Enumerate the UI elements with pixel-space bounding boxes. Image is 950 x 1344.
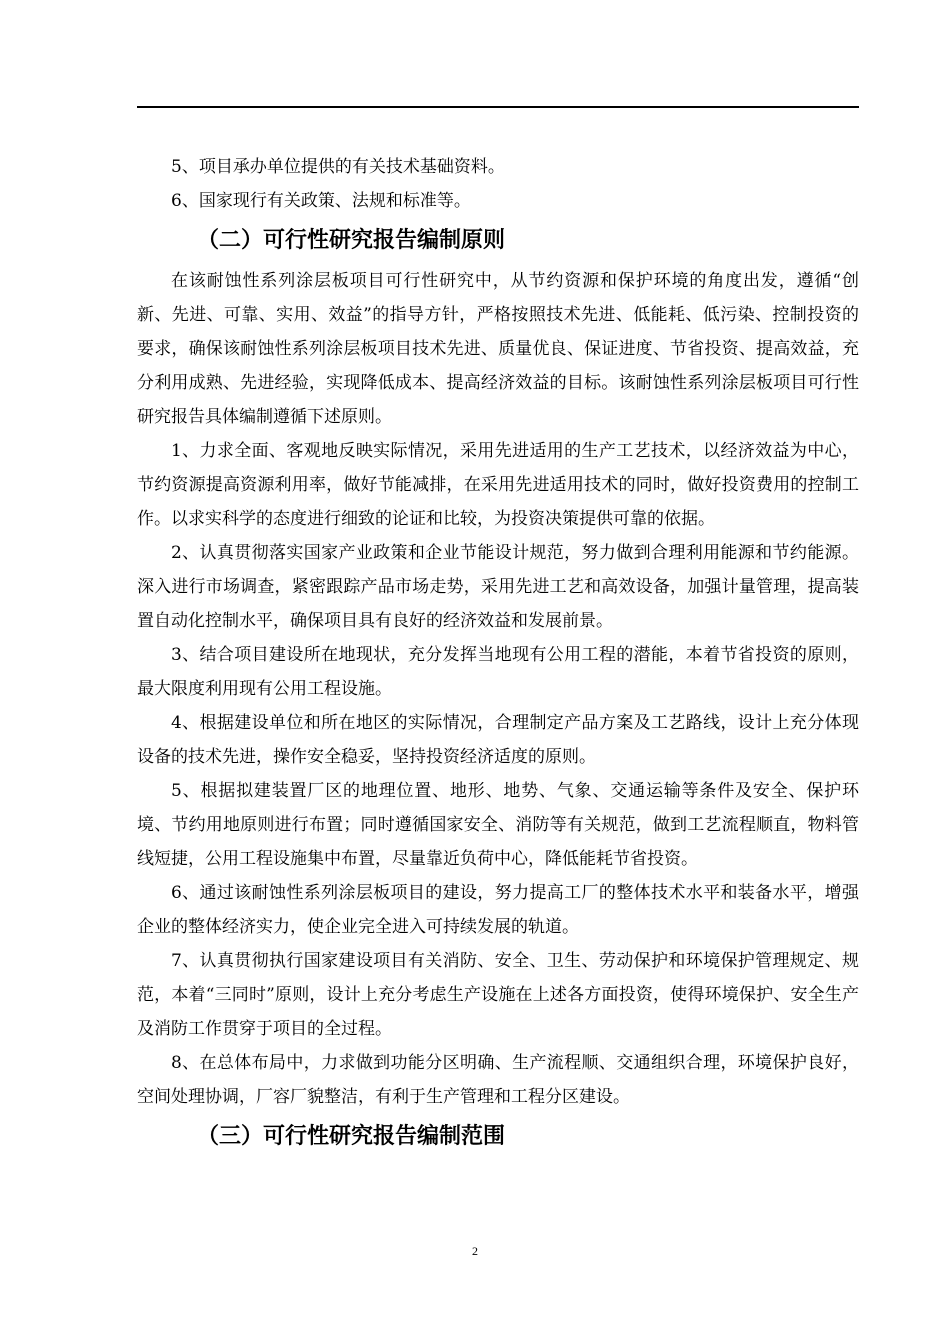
section-heading-scope: （三）可行性研究报告编制范围: [197, 1124, 506, 1149]
principle-1: 1、力求全面、客观地反映实际情况，采用先进适用的生产工艺技术，以经济效益为中心，节约资源提高资源利用率，做好节能减排，在采用先进适用技术的同时，做好投资费用的控制工作。以求实科学的态度进行细致的论证和比较，为投资决策提供可靠的依据。: [137, 441, 859, 529]
basis-item-5: 5、项目承办单位提供的有关技术基础资料。: [171, 157, 505, 177]
principle-4: 4、根据建设单位和所在地区的实际情况，合理制定产品方案及工艺路线，设计上充分体现设备的技术先进，操作安全稳妥，坚持投资经济适度的原则。: [137, 713, 859, 767]
principle-7: 7、认真贯彻执行国家建设项目有关消防、安全、卫生、劳动保护和环境保护管理规定、规范，本着“三同时”原则，设计上充分考虑生产设施在上述各方面投资，使得环境保护、安全生产及消防工作贯穿于项目的全过程。: [137, 951, 859, 1039]
section-heading-principles: （二）可行性研究报告编制原则: [197, 228, 506, 253]
document-body: [137, 150, 859, 1160]
principle-3: 3、结合项目建设所在地现状，充分发挥当地现有公用工程的潜能，本着节省投资的原则，最大限度利用现有公用工程设施。: [137, 645, 859, 699]
principle-2: 2、认真贯彻落实国家产业政策和企业节能设计规范，努力做到合理利用能源和节约能源。深入进行市场调查，紧密跟踪产品市场走势，采用先进工艺和高效设备，加强计量管理，提高装置自动化控制水平，确保项目具有良好的经济效益和发展前景。: [137, 543, 859, 631]
principle-6: 6、通过该耐蚀性系列涂层板项目的建设，努力提高工厂的整体技术水平和装备水平，增强企业的整体经济实力，使企业完全进入可持续发展的轨道。: [137, 883, 859, 937]
principle-8: 8、在总体布局中，力求做到功能分区明确、生产流程顺、交通组织合理，环境保护良好，空间处理协调，厂容厂貌整洁，有利于生产管理和工程分区建设。: [137, 1053, 859, 1107]
principle-5: 5、根据拟建装置厂区的地理位置、地形、地势、气象、交通运输等条件及安全、保护环境、节约用地原则进行布置；同时遵循国家安全、消防等有关规范，做到工艺流程顺直，物料管线短捷，公用工程设施集中布置，尽量靠近负荷中心，降低能耗节省投资。: [137, 781, 859, 869]
header-rule: [137, 106, 859, 108]
page-number: 2: [472, 1244, 478, 1258]
basis-item-6: 6、国家现行有关政策、法规和标准等。: [171, 191, 471, 211]
principles-intro: 在该耐蚀性系列涂层板项目可行性研究中，从节约资源和保护环境的角度出发，遵循“创新、先进、可靠、实用、效益”的指导方针，严格按照技术先进、低能耗、低污染、控制投资的要求，确保该耐蚀性系列涂层板项目技术先进、质量优良、保证进度、节省投资、提高效益，充分利用成熟、先进经验，实现降低成本、提高经济效益的目标。该耐蚀性系列涂层板项目可行性研究报告具体编制遵循下述原则。: [137, 271, 859, 427]
